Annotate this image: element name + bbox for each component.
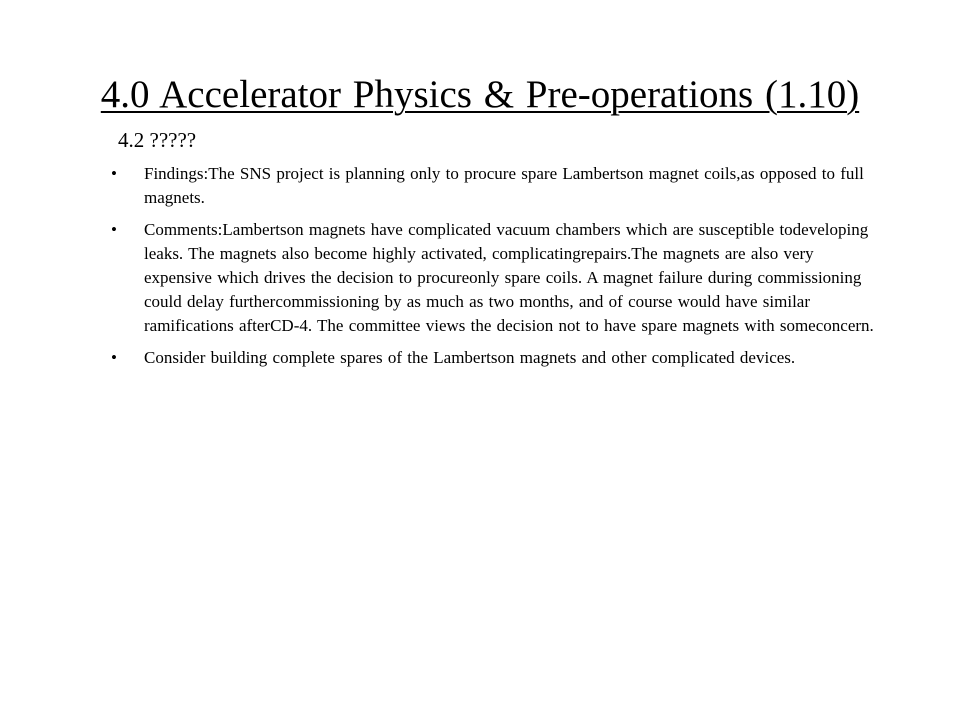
bullet-dot-icon: •	[111, 220, 117, 239]
bullet-findings	[0, 162, 960, 210]
bullet-text-comments: Comments:Lambertson magnets have complicated vacuum chambers which are susceptible todeveloping leaks. The magnets also become highly activated, complicatingrepairs.The magnets are also very expensive which drives the decision to procureonly spare coils. A magnet failure during commissioning could delay furthercommissioning by as much as two months, and of course would have similar ramifications afterCD-4. The committee views the decision not to have spare magnets with someconcern.	[144, 220, 874, 335]
section-subtitle: 4.2 ?????	[118, 128, 197, 152]
slide-title: 4.0 Accelerator Physics & Pre-operations (1.10)	[100, 73, 860, 116]
bullet-text-recommendation: Consider building complete spares of the Lambertson magnets and other complicated devices.	[144, 348, 796, 367]
bullet-dot-icon: •	[111, 348, 117, 367]
bullet-dot-icon: •	[111, 164, 117, 183]
bullet-recommendation	[0, 346, 960, 370]
bullet-comments	[0, 218, 960, 338]
bullet-list	[0, 162, 960, 378]
bullet-text-findings: Findings:The SNS project is planning only to procure spare Lambertson magnet coils,as opposed to full magnets.	[144, 164, 864, 207]
